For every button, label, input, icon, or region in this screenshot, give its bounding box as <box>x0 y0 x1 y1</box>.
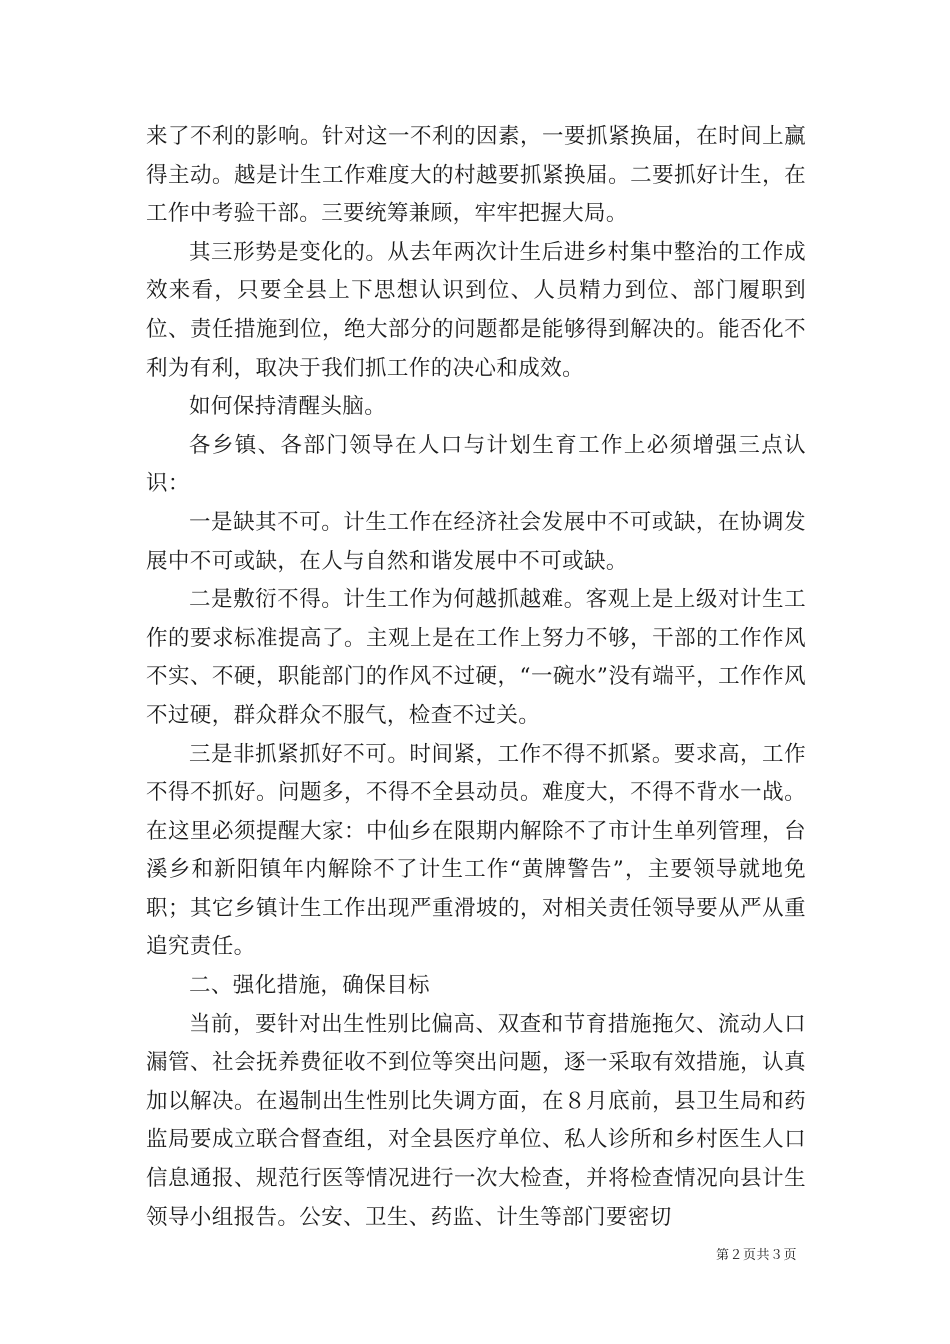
paragraph-heading-clear-mind: 如何保持清醒头脑。 <box>189 394 387 420</box>
document-body <box>146 118 806 1237</box>
paragraph-current-measures: 当前，要针对出生性别比偏高、双查和节育措施拖欠、流动人口漏管、社会抚养费征收不到位等突出问题，逐一采取有效措施，认真加以解决。在遏制出生性别比失调方面，在８月底前，县卫生局和药监局要成立联合督查组，对全县医疗单位、私人诊所和乡村医生人口信息通报、规范行医等情况进行一次大检查，并将检查情况向县计生领导小组报告。公安、卫生、药监、计生等部门要密切 <box>146 1011 806 1230</box>
paragraph-point-one: 一是缺其不可。计生工作在经济社会发展中不可或缺，在协调发展中不可或缺，在人与自然和谐发展中不可或缺。 <box>146 509 806 574</box>
paragraph-continuation: 来了不利的影响。针对这一不利的因素，一要抓紧换届，在时间上赢得主动。越是计生工作难度大的村越要抓紧换届。二要抓好计生，在工作中考验干部。三要统筹兼顾，牢牢把握大局。 <box>146 124 806 227</box>
paragraph-point-three: 三是非抓紧抓好不可。时间紧，工作不得不抓紧。要求高，工作不得不抓好。问题多，不得不全县动员。难度大，不得不背水一战。在这里必须提醒大家：中仙乡在限期内解除不了市计生单列管理，台溪乡和新阳镇年内解除不了计生工作“黄牌警告”，主要领导就地免职；其它乡镇计生工作出现严重滑坡的，对相关责任领导要从严从重追究责任。 <box>146 741 806 960</box>
page-number-footer: 第２页共３页 <box>716 1248 798 1263</box>
section-heading-measures: 二、强化措施，确保目标 <box>189 973 430 999</box>
paragraph-situation-changing: 其三形势是变化的。从去年两次计生后进乡村集中整治的工作成效来看，只要全县上下思想认识到位、人员精力到位、部门履职到位、责任措施到位，绝大部分的问题都是能够得到解决的。能否化不利为有利，取决于我们抓工作的决心和成效。 <box>146 239 806 381</box>
paragraph-three-points-intro: 各乡镇、各部门领导在人口与计划生育工作上必须增强三点认识： <box>146 432 806 497</box>
paragraph-point-two: 二是敷衍不得。计生工作为何越抓越难。客观上是上级对计生工作的要求标准提高了。主观上是在工作上努力不够，干部的工作作风不实、不硬，职能部门的作风不过硬，“一碗水”没有端平，工作作风不过硬，群众群众不服气，检查不过关。 <box>146 587 806 728</box>
